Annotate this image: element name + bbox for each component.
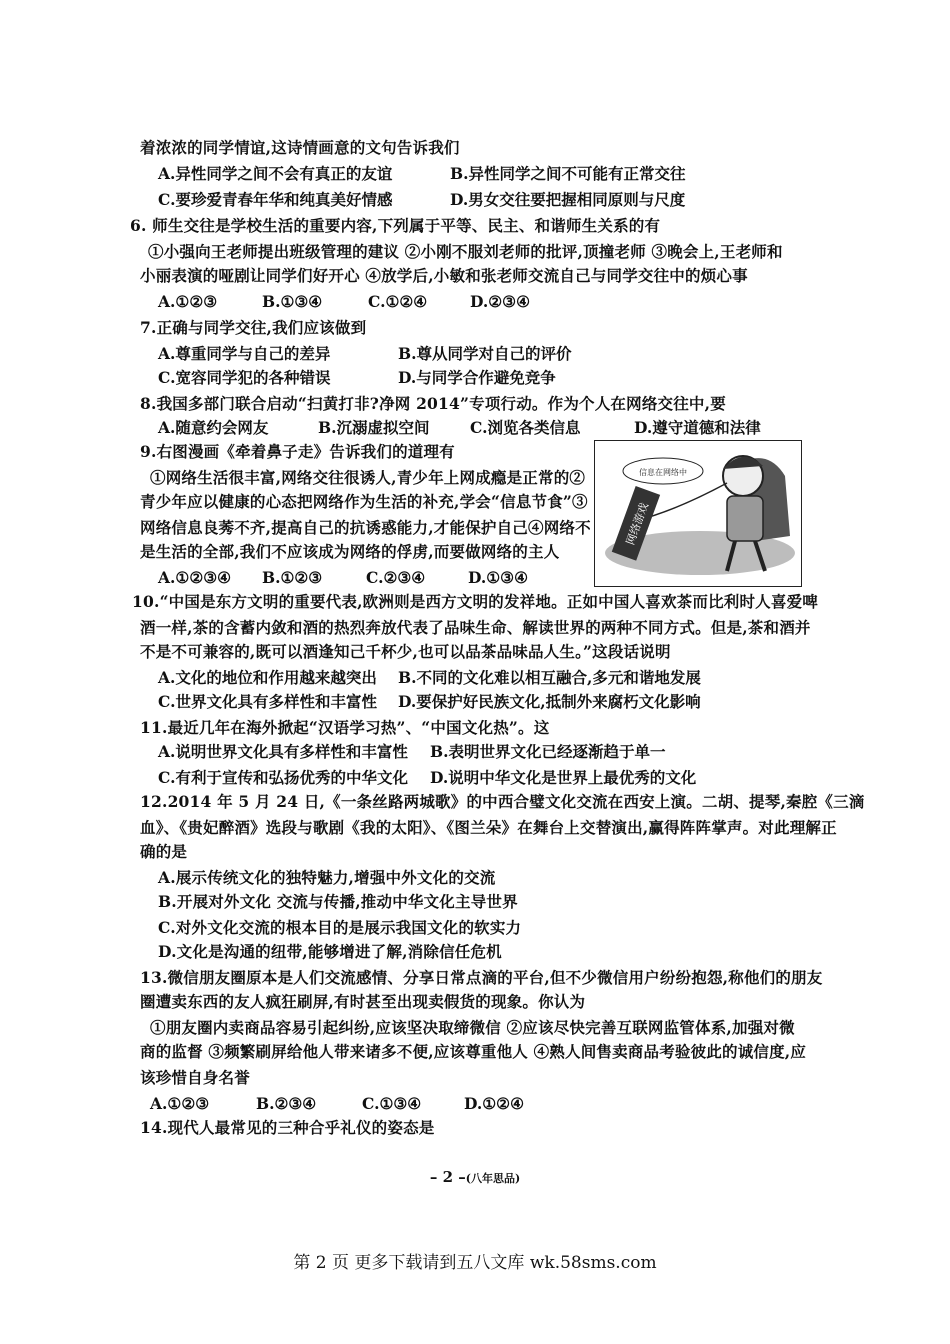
cartoon-drawing — [595, 441, 801, 586]
q8-stem: 8.我国多部门联合启动“扫黄打非?净网 2014”专项行动。作为个人在网络交往中,要 — [140, 394, 726, 413]
cartoon-box-label: 网络游戏 — [623, 500, 651, 547]
q7-option-d: D.与同学合作避免竞争 — [398, 368, 556, 387]
q10-stem-1: 10.“中国是东方文明的重要代表,欧洲则是西方文明的发祥地。正如中国人喜欢茶而比利时人喜爱啤 — [132, 592, 818, 611]
q8-option-b: B.沉溺虚拟空间 — [318, 418, 430, 437]
q9-option-a: A.①②③④ — [158, 568, 232, 587]
q5-option-d: D.男女交往要把握相同原则与尺度 — [450, 190, 686, 209]
q13-statement-1: ①朋友圈内卖商品容易引起纠纷,应该坚决取缔微信 ②应该尽快完善互联网监管体系,加强对微 — [150, 1018, 795, 1037]
q5-option-c: C.要珍爱青春年华和纯真美好情感 — [158, 190, 393, 209]
page-number: – 2 – — [429, 1168, 466, 1186]
q13-option-a: A.①②③ — [150, 1094, 210, 1113]
q10-option-c: C.世界文化具有多样性和丰富性 — [158, 692, 377, 711]
q6-statement-1: ①小强向王老师提出班级管理的建议 ②小刚不服刘老师的批评,顶撞老师 ③晚会上,王老师和 — [148, 242, 783, 261]
q13-stem-2: 圈遭卖东西的友人疯狂刷屏,有时甚至出现卖假货的现象。你认为 — [140, 992, 586, 1011]
cartoon-body — [727, 496, 763, 541]
q12-option-d: D.文化是沟通的纽带,能够增进了解,消除信任危机 — [158, 942, 502, 961]
q6-stem: 6. 师生交往是学校生活的重要内容,下列属于平等、民主、和谐师生关系的有 — [130, 216, 661, 235]
q12-option-c: C.对外文化交流的根本目的是展示我国文化的软实力 — [158, 918, 522, 937]
q12-stem-1: 12.2014 年 5 月 24 日,《一条丝路两城歌》的中西合璧文化交流在西安上演。二胡、提琴,秦腔《三滴 — [140, 792, 865, 811]
q13-option-d: D.①②④ — [464, 1094, 524, 1113]
download-site-note: 第 2 页 更多下载请到五八文库 wk.58sms.com — [293, 1253, 657, 1273]
q7-option-b: B.尊从同学对自己的评价 — [398, 344, 572, 363]
q6-option-a: A.①②③ — [158, 292, 218, 311]
q12-option-a: A.展示传统文化的独特魅力,增强中外文化的交流 — [158, 868, 496, 887]
q11-option-d: D.说明中华文化是世界上最优秀的文化 — [430, 768, 697, 787]
q10-stem-3: 不是不可兼容的,既可以酒逢知己千杯少,也可以品茶品味品人生。”这段话说明 — [140, 642, 671, 661]
q7-option-a: A.尊重同学与自己的差异 — [158, 344, 331, 363]
q8-option-c: C.浏览各类信息 — [470, 418, 581, 437]
q9-option-d: D.①③④ — [468, 568, 528, 587]
q11-option-b: B.表明世界文化已经逐渐趋于单一 — [430, 742, 666, 761]
q6-option-d: D.②③④ — [470, 292, 530, 311]
q5-option-a: A.异性同学之间不会有真正的友谊 — [158, 164, 393, 183]
q9-option-b: B.①②③ — [262, 568, 323, 587]
cartoon-bubble-text: 信息在网络中 — [639, 468, 687, 477]
q6-statement-2: 小丽表演的哑剧让同学们好开心 ④放学后,小敏和张老师交流自己与同学交往中的烦心事 — [140, 266, 748, 285]
q13-option-c: C.①③④ — [362, 1094, 422, 1113]
q12-stem-3: 确的是 — [140, 842, 188, 861]
q9-statement-4: 是生活的全部,我们不应该成为网络的俘虏,而要做网络的主人 — [140, 542, 560, 561]
q6-option-b: B.①③④ — [262, 292, 323, 311]
q5-option-b: B.异性同学之间不可能有正常交往 — [450, 164, 686, 183]
q6-option-c: C.①②④ — [368, 292, 428, 311]
q8-option-a: A.随意约会网友 — [158, 418, 269, 437]
q10-option-b: B.不同的文化难以相互融合,多元和谐地发展 — [398, 668, 701, 687]
q7-option-c: C.宽容同学犯的各种错误 — [158, 368, 331, 387]
page-footer — [0, 1168, 950, 1186]
q9-statement-1: ①网络生活很丰富,网络交往很诱人,青少年上网成瘾是正常的② — [150, 468, 586, 487]
q11-stem: 11.最近几年在海外掀起“汉语学习热”、“中国文化热”。这 — [140, 718, 550, 737]
q12-stem-2: 血》、《贵妃醉酒》选段与歌剧《我的太阳》、《图兰朵》在舞台上交替演出,赢得阵阵掌声。对此理解正 — [140, 818, 837, 837]
q11-option-c: C.有利于宣传和弘扬优秀的中华文化 — [158, 768, 408, 787]
q9-cartoon — [594, 440, 802, 587]
subject-label: (八年思品) — [465, 1172, 521, 1185]
q9-statement-3: 网络信息良莠不齐,提高自己的抗诱惑能力,才能保护自己④网络不 — [140, 518, 591, 537]
q10-option-d: D.要保护好民族文化,抵制外来腐朽文化影响 — [398, 692, 701, 711]
q11-option-a: A.说明世界文化具有多样性和丰富性 — [158, 742, 408, 761]
q9-stem: 9.右图漫画《牵着鼻子走》告诉我们的道理有 — [140, 442, 455, 461]
q13-stem-1: 13.微信朋友圈原本是人们交流感情、分享日常点滴的平台,但不少微信用户纷纷抱怨,称他们的朋友 — [140, 968, 823, 987]
q10-option-a: A.文化的地位和作用越来越突出 — [158, 668, 377, 687]
q7-stem: 7.正确与同学交往,我们应该做到 — [140, 318, 367, 337]
q9-option-c: C.②③④ — [366, 568, 426, 587]
q13-statement-3: 该珍惜自身名誉 — [140, 1068, 250, 1087]
q5-stem-tail: 着浓浓的同学情谊,这诗情画意的文句告诉我们 — [140, 138, 460, 157]
q14-stem: 14.现代人最常见的三种合乎礼仪的姿态是 — [140, 1118, 435, 1137]
q10-stem-2: 酒一样,茶的含蓄内敛和酒的热烈奔放代表了品味生命、解读世界的两种不同方式。但是,茶和酒并 — [140, 618, 811, 637]
q8-option-d: D.遵守道德和法律 — [634, 418, 761, 437]
q12-option-b: B.开展对外文化 交流与传播,推动中华文化主导世界 — [158, 892, 518, 911]
q13-statement-2: 商的监督 ③频繁刷屏给他人带来诸多不便,应该尊重他人 ④熟人间售卖商品考验彼此的诚信度,应 — [140, 1042, 807, 1061]
q13-option-b: B.②③④ — [256, 1094, 317, 1113]
q9-statement-2: 青少年应以健康的心态把网络作为生活的补充,学会“信息节食”③ — [140, 492, 588, 511]
